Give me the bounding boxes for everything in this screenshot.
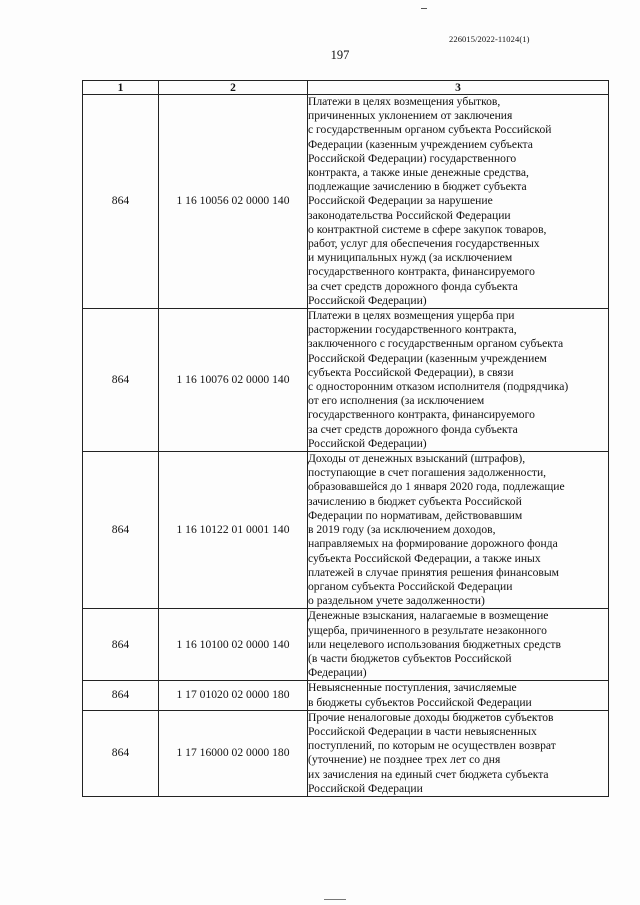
description-line: контракта, а также иные денежные средства, xyxy=(308,166,529,180)
description-line: органом субъекта Российской Федерации xyxy=(308,579,513,593)
table-header-row xyxy=(83,81,609,95)
description-line: Российской Федерации xyxy=(308,781,423,795)
description-line: работ, услуг для обеспечения государственных xyxy=(308,237,540,251)
description-line: от его исполнения (за исключением xyxy=(308,394,485,408)
description-line: их зачисления на единый счет бюджета субъекта xyxy=(308,767,549,781)
description-line: Прочие неналоговые доходы бюджетов субъектов xyxy=(308,710,554,724)
description-line: Денежные взыскания, налагаемые в возмещение xyxy=(308,609,549,623)
scan-mark xyxy=(421,8,427,9)
revenue-code-cell: 1 16 10122 01 0001 140 xyxy=(159,452,308,609)
description-cell xyxy=(308,309,609,452)
revenue-code-cell: 1 17 16000 02 0000 180 xyxy=(159,710,308,796)
description-line: направляемых на формирование дорожного фонда xyxy=(308,537,558,551)
description-cell xyxy=(308,452,609,609)
revenue-code-cell: 1 17 01020 02 0000 180 xyxy=(159,681,308,710)
description-line: (уточнение) не позднее трех лет со дня xyxy=(308,753,501,767)
description-line: государственного контракта, финансируемого xyxy=(308,408,535,422)
description-line: Федерации (казенным учреждением субъекта xyxy=(308,137,533,151)
revenue-codes-table xyxy=(82,80,609,797)
page-number: 197 xyxy=(330,48,350,62)
description-line: заключенного с государственным органом субъекта xyxy=(308,337,564,351)
description-line: в 2019 году (за исключением доходов, xyxy=(308,523,496,537)
column-header: 2 xyxy=(159,81,308,95)
table-row xyxy=(83,681,609,710)
description-line: законодательства Российской Федерации xyxy=(308,208,511,222)
description-line: Платежи в целях возмещения убытков, xyxy=(308,95,501,108)
description-cell xyxy=(308,95,609,309)
description-line: о контрактной системе в сфере закупок товаров, xyxy=(308,222,547,236)
description-line: за счет средств дорожного фонда субъекта xyxy=(308,279,518,293)
description-line: Российской Федерации в части невыясненных xyxy=(308,724,537,738)
description-line: субъекта Российской Федерации), в связи xyxy=(308,365,514,379)
description-line: с односторонним отказом исполнителя (подрядчика) xyxy=(308,380,569,394)
admin-code-cell: 864 xyxy=(83,609,159,681)
description-line: Российской Федерации) xyxy=(308,436,427,450)
description-line: Невыясненные поступления, зачисляемые xyxy=(308,681,517,695)
table-row xyxy=(83,609,609,681)
description-line: расторжении государственного контракта, xyxy=(308,323,517,337)
description-line: субъекта Российской Федерации, а также иных xyxy=(308,551,541,565)
description-line: поступающие в счет погашения задолженности, xyxy=(308,466,547,480)
table-row xyxy=(83,710,609,796)
admin-code-cell: 864 xyxy=(83,452,159,609)
description-line: ущерба, причиненного в результате незаконного xyxy=(308,623,547,637)
description-line: с государственным органом субъекта Российской xyxy=(308,123,552,137)
description-line: Платежи в целях возмещения ущерба при xyxy=(308,309,515,323)
admin-code-cell: 864 xyxy=(83,681,159,710)
admin-code-cell: 864 xyxy=(83,95,159,309)
description-line: в бюджеты субъектов Российской Федерации xyxy=(308,695,532,709)
description-line: подлежащие зачислению в бюджет субъекта xyxy=(308,180,527,194)
description-line: о раздельном учете задолженности) xyxy=(308,594,485,608)
table-row xyxy=(83,95,609,309)
description-line: и муниципальных нужд (за исключением xyxy=(308,251,513,265)
description-line: причиненных уклонением от заключения xyxy=(308,109,513,123)
revenue-code-cell: 1 16 10056 02 0000 140 xyxy=(159,95,308,309)
table-row xyxy=(83,309,609,452)
description-line: зачислению в бюджет субъекта Российской xyxy=(308,494,522,508)
description-line: (в части бюджетов субъектов Российской xyxy=(308,651,512,665)
document-id: 226015/2022-11024(1) xyxy=(449,34,530,44)
description-line: платежей в случае принятия решения финансовым xyxy=(308,565,559,579)
column-header: 3 xyxy=(308,81,609,95)
description-cell xyxy=(308,609,609,681)
footer-mark xyxy=(324,899,346,900)
admin-code-cell: 864 xyxy=(83,309,159,452)
description-line: поступлений, по которым не осуществлен возврат xyxy=(308,739,556,753)
description-line: Федерации) xyxy=(308,666,367,680)
description-line: Российской Федерации (казенным учреждением xyxy=(308,351,547,365)
description-line: Доходы от денежных взысканий (штрафов), xyxy=(308,452,526,466)
admin-code-cell: 864 xyxy=(83,710,159,796)
column-header: 1 xyxy=(83,81,159,95)
revenue-code-cell: 1 16 10100 02 0000 140 xyxy=(159,609,308,681)
description-line: за счет средств дорожного фонда субъекта xyxy=(308,422,518,436)
table-row xyxy=(83,452,609,609)
description-line: Российской Федерации) государственного xyxy=(308,151,517,165)
description-line: образовавшейся до 1 января 2020 года, подлежащие xyxy=(308,480,565,494)
description-line: государственного контракта, финансируемого xyxy=(308,265,535,279)
description-line: Российской Федерации за нарушение xyxy=(308,194,493,208)
revenue-code-cell: 1 16 10076 02 0000 140 xyxy=(159,309,308,452)
description-line: Российской Федерации) xyxy=(308,293,427,307)
description-line: или нецелевого использования бюджетных средств xyxy=(308,637,561,651)
description-cell xyxy=(308,710,609,796)
description-cell xyxy=(308,681,609,710)
description-line: Федерации по нормативам, действовавшим xyxy=(308,508,523,522)
